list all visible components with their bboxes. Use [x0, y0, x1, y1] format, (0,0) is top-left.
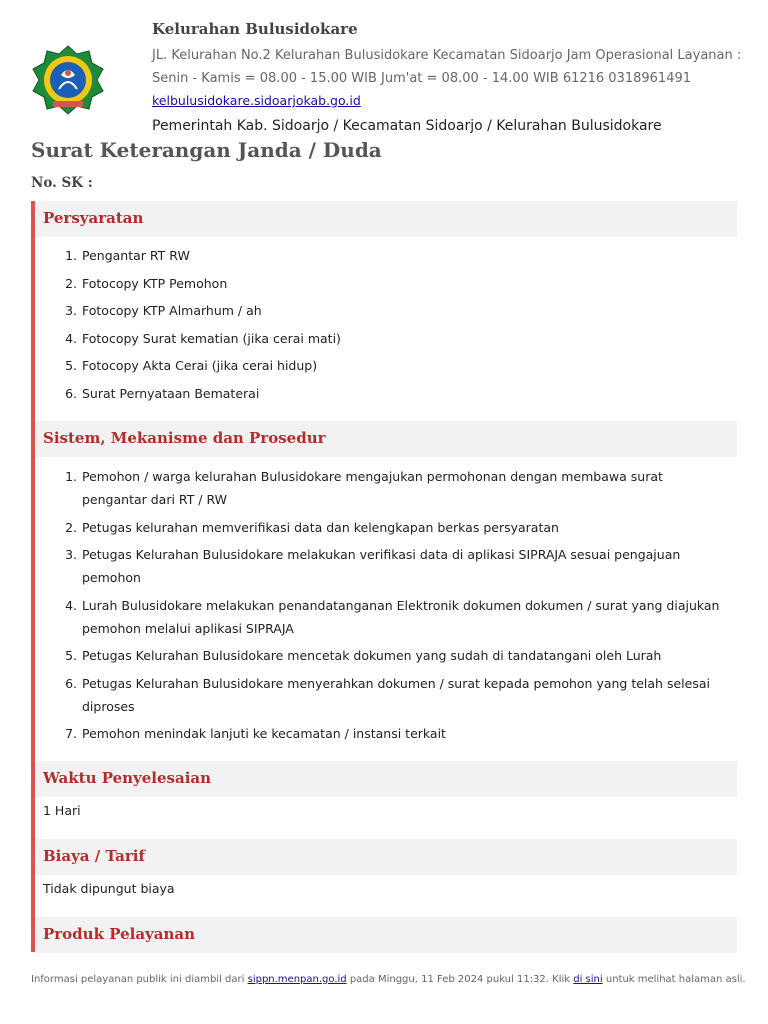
- section-heading-requirements: Persyaratan: [35, 201, 737, 237]
- office-hours-line: Senin - Kamis = 08.00 - 15.00 WIB Jum'at = 08.00 - 14.00 WIB 61216 0318961491: [152, 71, 692, 86]
- list-item: 1. Pengantar RT RW: [65, 248, 190, 263]
- list-item: 2. Petugas kelurahan memverifikasi data dan kelengkapan berkas persyaratan: [65, 519, 559, 535]
- list-item: 5. Petugas Kelurahan Bulusidokare mencetak dokumen yang sudah di tandatangani oleh Lurah: [65, 648, 662, 663]
- original-page-link[interactable]: di sini: [573, 974, 603, 985]
- section-heading-duration: Waktu Penyelesaian: [35, 761, 737, 797]
- service-info-panel: [31, 201, 737, 952]
- duration-value: 1 Hari: [43, 803, 81, 818]
- procedure-list: [35, 465, 725, 745]
- page-title: Surat Keterangan Janda / Duda: [31, 138, 382, 162]
- list-item: 7. Pemohon menindak lanjuti ke kecamatan / instansi terkait: [65, 726, 446, 741]
- page-header: [0, 0, 768, 140]
- website-link[interactable]: kelbulusidokare.sidoarjokab.go.id: [152, 93, 361, 108]
- section-heading-cost: Biaya / Tarif: [35, 839, 737, 875]
- list-item: 6. Surat Pernyataan Bematerai: [65, 385, 260, 401]
- list-item: 6. Petugas Kelurahan Bulusidokare menyerahkan dokumen / surat kepada pemohon yang telah selesai diproses: [65, 675, 710, 714]
- office-address: [152, 44, 742, 90]
- list-item: 3. Petugas Kelurahan Bulusidokare melakukan verifikasi data di aplikasi SIPRAJA sesuai pengajuan pemohon: [65, 547, 681, 585]
- address-line: JL. Kelurahan No.2 Kelurahan Bulusidokare Kecamatan Sidoarjo Jam Operasional Layanan :: [152, 48, 742, 63]
- requirements-list: [35, 244, 725, 405]
- sidoarjo-emblem-icon: [31, 45, 105, 115]
- list-item: 5. Fotocopy Akta Cerai (jika cerai hidup): [65, 358, 318, 374]
- source-link[interactable]: sippn.menpan.go.id: [247, 974, 347, 985]
- office-name: Kelurahan Bulusidokare: [152, 20, 358, 38]
- cost-value: Tidak dipungut biaya: [43, 881, 175, 896]
- source-footer: Informasi pelayanan publik ini diambil dari sippn.menpan.go.id pada Minggu, 11 Feb 2024 pukul 11:32. Klik di sini untuk melihat halaman asli.: [31, 974, 746, 985]
- list-item: 4. Lurah Bulusidokare melakukan penandatanganan Elektronik dokumen dokumen / surat yang diajukan pemohon melalui aplikasi SIPRAJA: [65, 597, 720, 636]
- section-heading-product: Produk Pelayanan: [35, 917, 737, 953]
- list-item: 1. Pemohon / warga kelurahan Bulusidokare mengajukan permohonan dengan membawa surat pengantar dari RT / RW: [65, 469, 663, 507]
- list-item: 2. Fotocopy KTP Pemohon: [65, 275, 228, 291]
- section-heading-procedure: Sistem, Mekanisme dan Prosedur: [35, 421, 737, 457]
- list-item: 4. Fotocopy Surat kematian (jika cerai mati): [65, 330, 341, 346]
- list-item: 3. Fotocopy KTP Almarhum / ah: [65, 303, 262, 319]
- document-number-label: No. SK :: [31, 175, 93, 191]
- breadcrumb: Pemerintah Kab. Sidoarjo / Kecamatan Sidoarjo / Kelurahan Bulusidokare: [152, 118, 662, 134]
